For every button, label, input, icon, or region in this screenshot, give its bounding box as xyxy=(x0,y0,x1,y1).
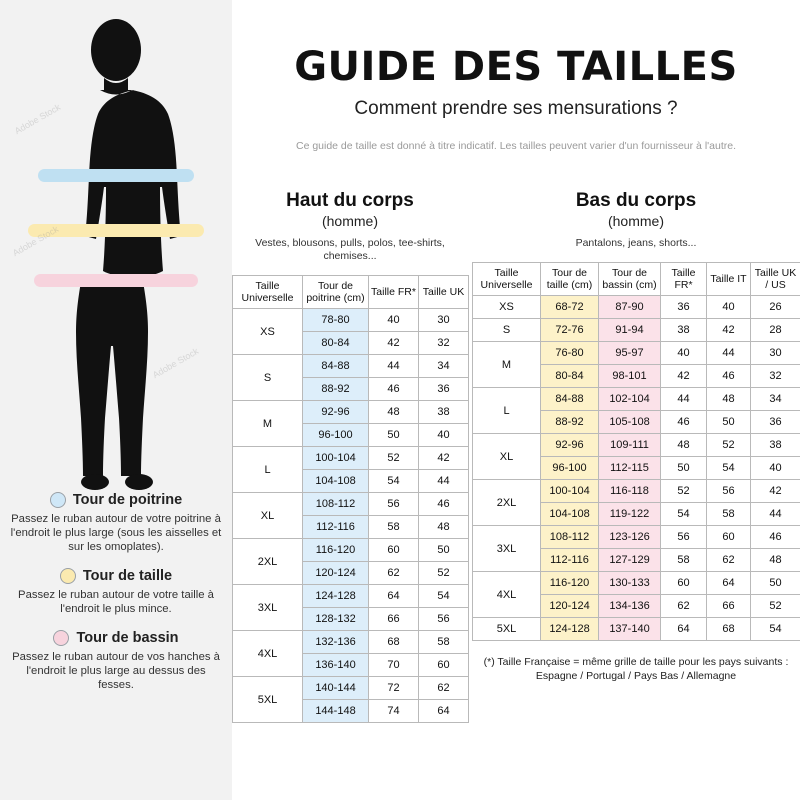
size-label-cell: 3XL xyxy=(233,585,303,631)
measure-cell: 74 xyxy=(369,700,419,723)
measure-cell: 48 xyxy=(707,388,751,411)
measure-cell: 72-76 xyxy=(541,319,599,342)
measure-cell: 40 xyxy=(369,309,419,332)
measure-cell: 54 xyxy=(419,585,469,608)
measure-cell: 46 xyxy=(661,411,707,434)
measure-cell: 46 xyxy=(369,378,419,401)
size-label-cell: 5XL xyxy=(473,618,541,641)
measure-cell: 96-100 xyxy=(541,457,599,480)
measure-cell: 68-72 xyxy=(541,296,599,319)
column-header: Taille Universelle xyxy=(473,263,541,296)
measure-cell: 46 xyxy=(707,365,751,388)
measure-cell: 116-118 xyxy=(599,480,661,503)
size-label-cell: 4XL xyxy=(233,631,303,677)
measure-cell: 50 xyxy=(707,411,751,434)
measure-cell: 128-132 xyxy=(303,608,369,631)
measurement-legend xyxy=(0,492,232,706)
table-subtitle-upper: (homme) xyxy=(321,213,378,229)
size-label-cell: XS xyxy=(233,309,303,355)
measure-cell: 62 xyxy=(707,549,751,572)
table-row xyxy=(233,677,469,700)
measure-cell: 50 xyxy=(661,457,707,480)
size-label-cell: 3XL xyxy=(473,526,541,572)
measure-cell: 48 xyxy=(661,434,707,457)
table-section-lower-body xyxy=(472,190,800,683)
table-row xyxy=(473,526,800,549)
measure-cell: 44 xyxy=(419,470,469,493)
measure-cell: 112-115 xyxy=(599,457,661,480)
watermark-text: Adobe Stock xyxy=(150,345,201,381)
measure-cell: 140-144 xyxy=(303,677,369,700)
legend-title-hip: Tour de bassin xyxy=(76,630,179,646)
measure-cell: 54 xyxy=(751,618,800,641)
measure-cell: 30 xyxy=(419,309,469,332)
measure-cell: 102-104 xyxy=(599,388,661,411)
measure-cell: 60 xyxy=(419,654,469,677)
measure-cell: 108-112 xyxy=(541,526,599,549)
table-row xyxy=(473,480,800,503)
measure-cell: 112-116 xyxy=(541,549,599,572)
legend-title-chest: Tour de poitrine xyxy=(72,492,183,508)
silhouette-wrap xyxy=(0,18,232,498)
measure-cell: 95-97 xyxy=(599,342,661,365)
measure-cell: 30 xyxy=(751,342,800,365)
measure-cell: 56 xyxy=(419,608,469,631)
size-table-upper xyxy=(232,275,469,723)
measure-cell: 88-92 xyxy=(541,411,599,434)
measure-cell: 40 xyxy=(751,457,800,480)
measure-cell: 137-140 xyxy=(599,618,661,641)
illustration-panel xyxy=(0,0,232,800)
measure-cell: 116-120 xyxy=(303,539,369,562)
measure-cell: 80-84 xyxy=(303,332,369,355)
measure-cell: 78-80 xyxy=(303,309,369,332)
measure-cell: 38 xyxy=(661,319,707,342)
column-header: Taille IT xyxy=(707,263,751,296)
waist-measure-band xyxy=(28,224,204,237)
measure-cell: 62 xyxy=(419,677,469,700)
watermark-text: Adobe Stock xyxy=(10,223,61,259)
measure-cell: 54 xyxy=(707,457,751,480)
measure-cell: 105-108 xyxy=(599,411,661,434)
measure-cell: 116-120 xyxy=(541,572,599,595)
legend-desc-chest: Passez le ruban autour de votre poitrine à l'endroit le plus large (sous les aisselles et sur les omoplates). xyxy=(10,513,222,553)
measure-cell: 52 xyxy=(419,562,469,585)
measure-cell: 104-108 xyxy=(541,503,599,526)
waist-color-dot-icon xyxy=(60,568,76,584)
measure-cell: 66 xyxy=(707,595,751,618)
legend-item-chest xyxy=(0,492,232,554)
legend-item-waist xyxy=(0,568,232,616)
measure-cell: 68 xyxy=(707,618,751,641)
measure-cell: 127-129 xyxy=(599,549,661,572)
measure-cell: 32 xyxy=(419,332,469,355)
measure-cell: 42 xyxy=(707,319,751,342)
measure-cell: 56 xyxy=(661,526,707,549)
measure-cell: 44 xyxy=(707,342,751,365)
measure-cell: 120-124 xyxy=(541,595,599,618)
legend-title-waist: Tour de taille xyxy=(82,568,173,584)
measure-cell: 108-112 xyxy=(303,493,369,516)
size-label-cell: XS xyxy=(473,296,541,319)
measure-cell: 50 xyxy=(751,572,800,595)
measure-cell: 56 xyxy=(369,493,419,516)
measure-cell: 54 xyxy=(369,470,419,493)
measure-cell: 56 xyxy=(707,480,751,503)
measure-cell: 42 xyxy=(661,365,707,388)
measure-cell: 109-111 xyxy=(599,434,661,457)
measure-cell: 52 xyxy=(707,434,751,457)
measure-cell: 104-108 xyxy=(303,470,369,493)
measure-cell: 46 xyxy=(419,493,469,516)
table-title-lower: Bas du corps xyxy=(575,190,697,211)
measure-cell: 100-104 xyxy=(541,480,599,503)
measure-cell: 52 xyxy=(369,447,419,470)
table-row xyxy=(233,539,469,562)
hip-color-dot-icon xyxy=(53,630,69,646)
measure-cell: 132-136 xyxy=(303,631,369,654)
legend-desc-hip: Passez le ruban autour de vos hanches à l'endroit le plus large au dessus des fesses. xyxy=(12,651,220,691)
watermark-text: Adobe Stock xyxy=(12,101,63,137)
measure-cell: 96-100 xyxy=(303,424,369,447)
measure-cell: 28 xyxy=(751,319,800,342)
measure-cell: 42 xyxy=(751,480,800,503)
measure-cell: 84-88 xyxy=(303,355,369,378)
table-title-upper: Haut du corps xyxy=(286,190,414,211)
measure-cell: 60 xyxy=(707,526,751,549)
measure-cell: 36 xyxy=(419,378,469,401)
column-header: Taille UK xyxy=(419,276,469,309)
measure-cell: 64 xyxy=(369,585,419,608)
measure-cell: 48 xyxy=(751,549,800,572)
table-header-row xyxy=(233,276,469,309)
measure-cell: 112-116 xyxy=(303,516,369,539)
table-row xyxy=(473,618,800,641)
measure-cell: 91-94 xyxy=(599,319,661,342)
measure-cell: 119-122 xyxy=(599,503,661,526)
table-row xyxy=(473,342,800,365)
measure-cell: 32 xyxy=(751,365,800,388)
measure-cell: 58 xyxy=(661,549,707,572)
measure-cell: 136-140 xyxy=(303,654,369,677)
table-row xyxy=(233,401,469,424)
table-row xyxy=(233,631,469,654)
page-title: GUIDE DES TAILLES xyxy=(294,44,738,90)
disclaimer-text: Ce guide de taille est donné à titre indicatif. Les tailles peuvent varier d'un fournisseur à l'autre. xyxy=(295,140,736,152)
measure-cell: 130-133 xyxy=(599,572,661,595)
hip-measure-band xyxy=(34,274,198,287)
chest-measure-band xyxy=(38,169,194,182)
table-subtitle-lower: (homme) xyxy=(607,213,664,229)
measure-cell: 58 xyxy=(419,631,469,654)
measure-cell: 42 xyxy=(369,332,419,355)
table-row xyxy=(233,493,469,516)
measure-cell: 100-104 xyxy=(303,447,369,470)
measure-cell: 48 xyxy=(419,516,469,539)
legend-item-hip xyxy=(0,630,232,692)
measure-cell: 48 xyxy=(369,401,419,424)
table-header-row xyxy=(473,263,800,296)
measure-cell: 58 xyxy=(707,503,751,526)
measure-cell: 80-84 xyxy=(541,365,599,388)
measure-cell: 120-124 xyxy=(303,562,369,585)
size-label-cell: XL xyxy=(473,434,541,480)
column-header: Taille FR* xyxy=(661,263,707,296)
measure-cell: 42 xyxy=(419,447,469,470)
column-header: Tour de taille (cm) xyxy=(541,263,599,296)
measure-cell: 76-80 xyxy=(541,342,599,365)
measure-cell: 87-90 xyxy=(599,296,661,319)
table-items-upper: Vestes, blousons, pulls, polos, tee-shirts, chemises... xyxy=(255,237,445,262)
column-header: Tour de bassin (cm) xyxy=(599,263,661,296)
measure-cell: 60 xyxy=(369,539,419,562)
chest-color-dot-icon xyxy=(50,492,66,508)
measure-cell: 46 xyxy=(751,526,800,549)
measure-cell: 34 xyxy=(419,355,469,378)
measure-cell: 38 xyxy=(419,401,469,424)
column-header: Taille Universelle xyxy=(233,276,303,309)
measure-cell: 40 xyxy=(419,424,469,447)
column-header: Taille FR* xyxy=(369,276,419,309)
size-label-cell: L xyxy=(473,388,541,434)
measure-cell: 50 xyxy=(369,424,419,447)
measure-cell: 84-88 xyxy=(541,388,599,411)
column-header: Taille UK / US xyxy=(751,263,800,296)
measure-cell: 98-101 xyxy=(599,365,661,388)
measure-cell: 72 xyxy=(369,677,419,700)
measure-cell: 36 xyxy=(751,411,800,434)
measure-cell: 70 xyxy=(369,654,419,677)
size-label-cell: 5XL xyxy=(233,677,303,723)
measure-cell: 52 xyxy=(751,595,800,618)
measure-cell: 40 xyxy=(661,342,707,365)
measure-cell: 88-92 xyxy=(303,378,369,401)
measure-cell: 60 xyxy=(661,572,707,595)
measure-cell: 36 xyxy=(661,296,707,319)
measure-cell: 66 xyxy=(369,608,419,631)
table-row xyxy=(233,585,469,608)
size-label-cell: 4XL xyxy=(473,572,541,618)
size-label-cell: XL xyxy=(233,493,303,539)
measure-cell: 68 xyxy=(369,631,419,654)
measure-cell: 38 xyxy=(751,434,800,457)
size-label-cell: L xyxy=(233,447,303,493)
column-header: Tour de poitrine (cm) xyxy=(303,276,369,309)
table-row xyxy=(473,434,800,457)
page-header xyxy=(232,0,800,152)
footnote-text: (*) Taille Française = même grille de taille pour les pays suivants : Espagne / Portugal / Pays Bas / Allemagne xyxy=(483,656,789,682)
legend-desc-waist: Passez le ruban autour de votre taille à l'endroit le plus mince. xyxy=(18,589,214,615)
measure-cell: 134-136 xyxy=(599,595,661,618)
measure-cell: 44 xyxy=(661,388,707,411)
measure-cell: 64 xyxy=(419,700,469,723)
measure-cell: 64 xyxy=(707,572,751,595)
measure-cell: 144-148 xyxy=(303,700,369,723)
measure-cell: 44 xyxy=(369,355,419,378)
size-label-cell: S xyxy=(473,319,541,342)
measure-cell: 58 xyxy=(369,516,419,539)
table-row xyxy=(233,447,469,470)
table-items-lower: Pantalons, jeans, shorts... xyxy=(575,237,697,249)
measure-cell: 44 xyxy=(751,503,800,526)
table-row xyxy=(233,309,469,332)
size-label-cell: 2XL xyxy=(473,480,541,526)
table-row xyxy=(473,296,800,319)
male-silhouette-icon xyxy=(26,18,206,498)
measure-cell: 64 xyxy=(661,618,707,641)
table-row xyxy=(473,388,800,411)
size-label-cell: M xyxy=(233,401,303,447)
measure-cell: 92-96 xyxy=(541,434,599,457)
table-section-upper-body xyxy=(232,190,468,723)
table-row xyxy=(233,355,469,378)
size-label-cell: M xyxy=(473,342,541,388)
measure-cell: 62 xyxy=(369,562,419,585)
table-row xyxy=(473,572,800,595)
measure-cell: 40 xyxy=(707,296,751,319)
page-subtitle: Comment prendre ses mensurations ? xyxy=(354,98,678,119)
measure-cell: 62 xyxy=(661,595,707,618)
size-table-lower xyxy=(472,262,800,641)
measure-cell: 124-128 xyxy=(303,585,369,608)
measure-cell: 92-96 xyxy=(303,401,369,424)
size-label-cell: S xyxy=(233,355,303,401)
table-row xyxy=(473,319,800,342)
measure-cell: 123-126 xyxy=(599,526,661,549)
measure-cell: 34 xyxy=(751,388,800,411)
measure-cell: 124-128 xyxy=(541,618,599,641)
measure-cell: 50 xyxy=(419,539,469,562)
measure-cell: 52 xyxy=(661,480,707,503)
size-label-cell: 2XL xyxy=(233,539,303,585)
measure-cell: 26 xyxy=(751,296,800,319)
measure-cell: 54 xyxy=(661,503,707,526)
